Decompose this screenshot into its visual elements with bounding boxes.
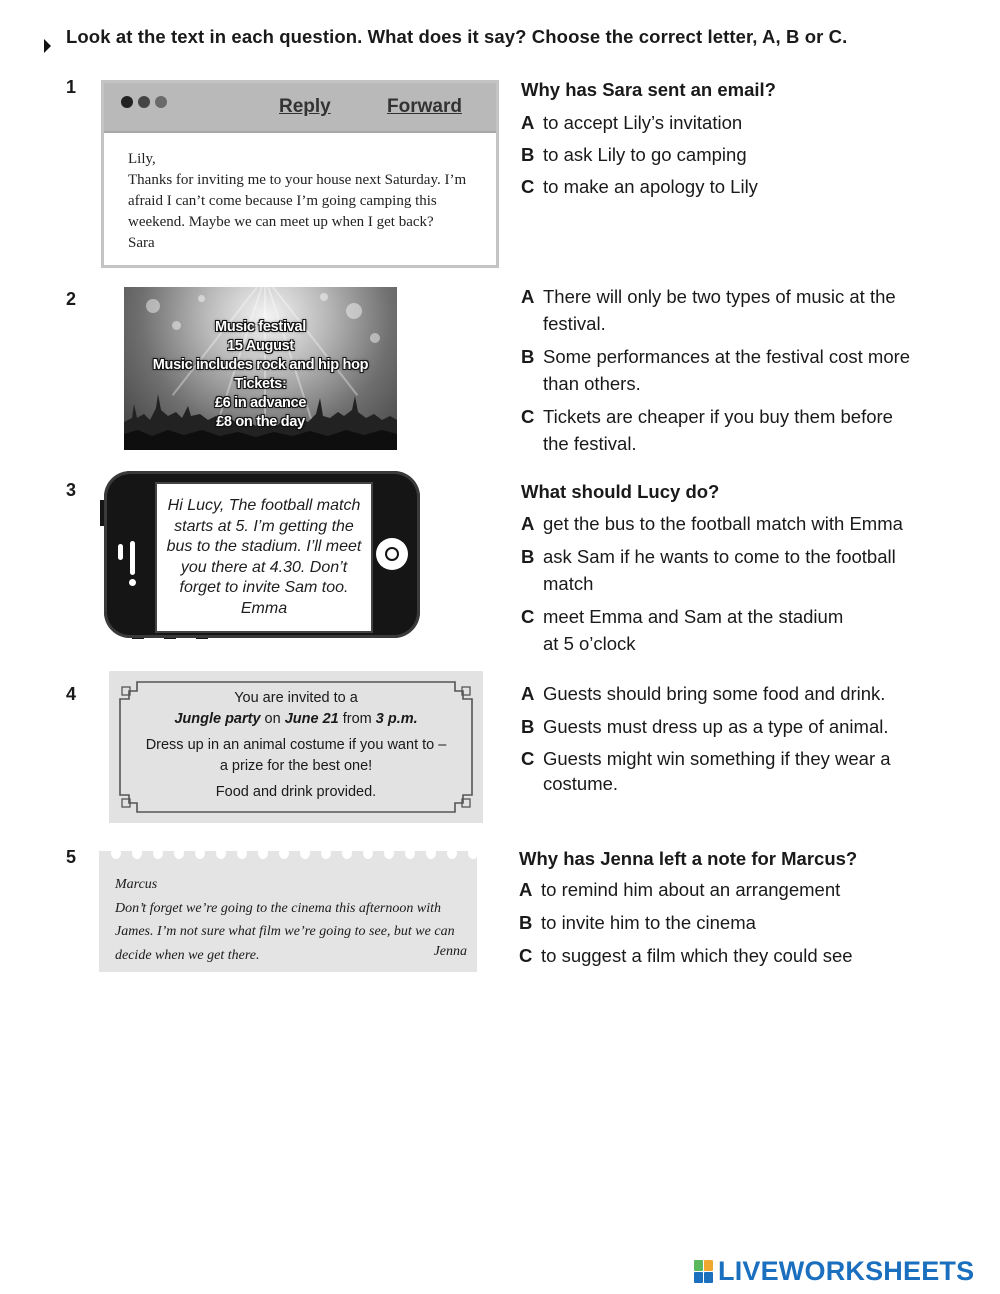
note-tear-hole (426, 847, 436, 859)
instruction-text: Look at the text in each question. What does it say? Choose the correct letter, A, B or C. (66, 26, 848, 47)
question-4-options (521, 680, 911, 796)
note-tear-hole (405, 847, 415, 859)
note-tear-hole (153, 847, 163, 859)
window-dot-icon (138, 96, 150, 108)
poster-music: Music includes rock and hip hop (152, 357, 369, 373)
logo-square (704, 1260, 713, 1271)
note-tear-hole (174, 847, 184, 859)
note-recipient: Marcus (115, 877, 158, 892)
invitation-line-1: You are invited to a (234, 690, 358, 706)
invitation-date: June 21 (284, 710, 339, 727)
note-tear-hole (447, 847, 457, 859)
poster-tickets-label: Tickets: (234, 376, 287, 392)
poster-price-advance: £6 in advance (214, 395, 307, 411)
note-signature: Jenna (433, 944, 467, 959)
question-3-option-a[interactable]: A get the bus to the football match with Emma (521, 513, 903, 534)
text-message-line: starts at 5. I’m getting the (174, 517, 354, 535)
email-greeting: Lily, (128, 151, 156, 167)
text-message (157, 496, 371, 619)
poster-price-day: £8 on the day (216, 414, 305, 430)
question-1-options (521, 109, 961, 200)
text-message-signature: Emma (240, 599, 288, 617)
note-tear-hole (300, 847, 310, 859)
invitation-text (109, 688, 483, 803)
window-dot-icon (155, 96, 167, 108)
note-line-1: Don’t forget we’re going to the cinema this afternoon with (115, 900, 441, 916)
invitation-line-3: Dress up in an animal costume if you want to – (145, 737, 447, 753)
note-image (99, 851, 477, 972)
email-forward-link: Forward (387, 96, 462, 117)
note-tear-hole (216, 847, 226, 859)
note-tear-hole (363, 847, 373, 859)
invitation-on: on (260, 710, 285, 727)
note-tear-hole (279, 847, 289, 859)
question-4-option-c[interactable]: C Guests might win something if they wear a costume. (521, 748, 891, 794)
phone-image (104, 471, 420, 638)
question-number-1: 1 (66, 77, 77, 97)
bokeh-light (320, 293, 328, 301)
logo-square (694, 1260, 703, 1271)
text-message-line: you there at 4.30. Don’t (180, 558, 348, 576)
question-1-option-a[interactable]: A to accept Lily’s invitation (521, 112, 743, 133)
question-5-option-a[interactable]: A to remind him about an arrangement (519, 879, 841, 900)
invitation-from: from (338, 710, 376, 727)
instruction-arrow-icon (44, 39, 51, 53)
phone-speaker-icon (118, 544, 123, 560)
question-5-option-b[interactable]: B to invite him to the cinema (519, 912, 756, 933)
email-image (101, 80, 499, 268)
phone-speaker-icon (130, 541, 135, 575)
question-1-prompt: Why has Sara sent an email? (521, 79, 776, 100)
liveworksheets-logo[interactable] (694, 1256, 974, 1287)
poster-title: Music festival (215, 319, 306, 335)
note-tear-hole (132, 847, 142, 859)
text-message-line: bus to the stadium. I’ll meet (166, 538, 362, 555)
logo-square (694, 1272, 703, 1283)
question-5-prompt: Why has Jenna left a note for Marcus? (519, 848, 858, 869)
bokeh-light (346, 303, 362, 319)
invitation-time: 3 p.m. (375, 710, 418, 727)
text-message-line: Hi Lucy, The football match (167, 497, 361, 514)
invitation-card-image (109, 671, 483, 823)
bokeh-light (198, 295, 205, 302)
invitation-line-4: a prize for the best one! (219, 757, 373, 774)
question-4-option-b[interactable]: B Guests must dress up as a type of animal. (521, 716, 889, 737)
email-signature: Sara (128, 235, 155, 251)
note-tear-hole (258, 847, 268, 859)
note-tear-hole (468, 847, 478, 859)
question-3-option-c[interactable]: C meet Emma and Sam at the stadium at 5 o’clock (521, 606, 844, 654)
phone-camera-icon (129, 579, 136, 586)
question-4-option-a[interactable]: A Guests should bring some food and drink. (521, 683, 886, 704)
question-number-5: 5 (66, 847, 77, 867)
email-reply-link: Reply (279, 96, 331, 117)
question-2-option-c[interactable]: C Tickets are cheaper if you buy them before the festival. (521, 406, 893, 454)
question-3-options (521, 510, 921, 657)
email-message: Thanks for inviting me to your house next Saturday. I’m afraid I can’t come because I’m going camping this weekend. Maybe we can meet up when I get back? (128, 172, 467, 230)
note-tear-hole (237, 847, 247, 859)
question-2-options (521, 283, 911, 457)
invitation-line-2 (109, 709, 483, 730)
text-message-line: forget to invite Sam too. (179, 579, 349, 596)
question-number-4: 4 (66, 684, 77, 704)
question-2-option-b[interactable]: B Some performances at the festival cost more than others. (521, 346, 911, 394)
question-1-option-b[interactable]: B to ask Lily to go camping (521, 144, 747, 165)
note-text (115, 873, 467, 967)
note-line-3: decide when we get there. (115, 947, 260, 963)
phone-screen (155, 482, 373, 633)
question-number-2: 2 (66, 289, 77, 309)
note-tear-hole (384, 847, 394, 859)
liveworksheets-logo-icon (694, 1260, 714, 1284)
invitation-line-5: Food and drink provided. (215, 784, 377, 800)
logo-square (704, 1272, 713, 1283)
liveworksheets-logo-text: LIVEWORKSHEETS (718, 1256, 975, 1286)
window-dot-icon (121, 96, 133, 108)
question-1-option-c[interactable]: C to make an apology to Lily (521, 176, 758, 197)
note-tear-hole (111, 847, 121, 859)
poster-date: 15 August (227, 338, 294, 354)
poster-text (124, 318, 397, 432)
phone-home-button-icon (376, 538, 408, 570)
bokeh-light (146, 299, 160, 313)
email-toolbar (104, 83, 496, 133)
note-tear-hole (342, 847, 352, 859)
question-number-3: 3 (66, 480, 77, 500)
note-line-2: James. I’m not sure what film we’re going to see, but we can (115, 924, 455, 939)
invitation-party-name: Jungle party (174, 710, 261, 727)
note-tear-hole (321, 847, 331, 859)
note-tear-hole (195, 847, 205, 859)
question-5-option-c[interactable]: C to suggest a film which they could see (519, 945, 853, 966)
festival-poster-image (124, 287, 397, 450)
question-3-option-b[interactable]: B ask Sam if he wants to come to the football match (521, 546, 896, 594)
email-body (128, 149, 488, 254)
question-5-options (519, 876, 919, 969)
question-2-option-a[interactable]: A There will only be two types of music at the festival. (521, 286, 896, 334)
question-3-prompt: What should Lucy do? (521, 481, 720, 502)
